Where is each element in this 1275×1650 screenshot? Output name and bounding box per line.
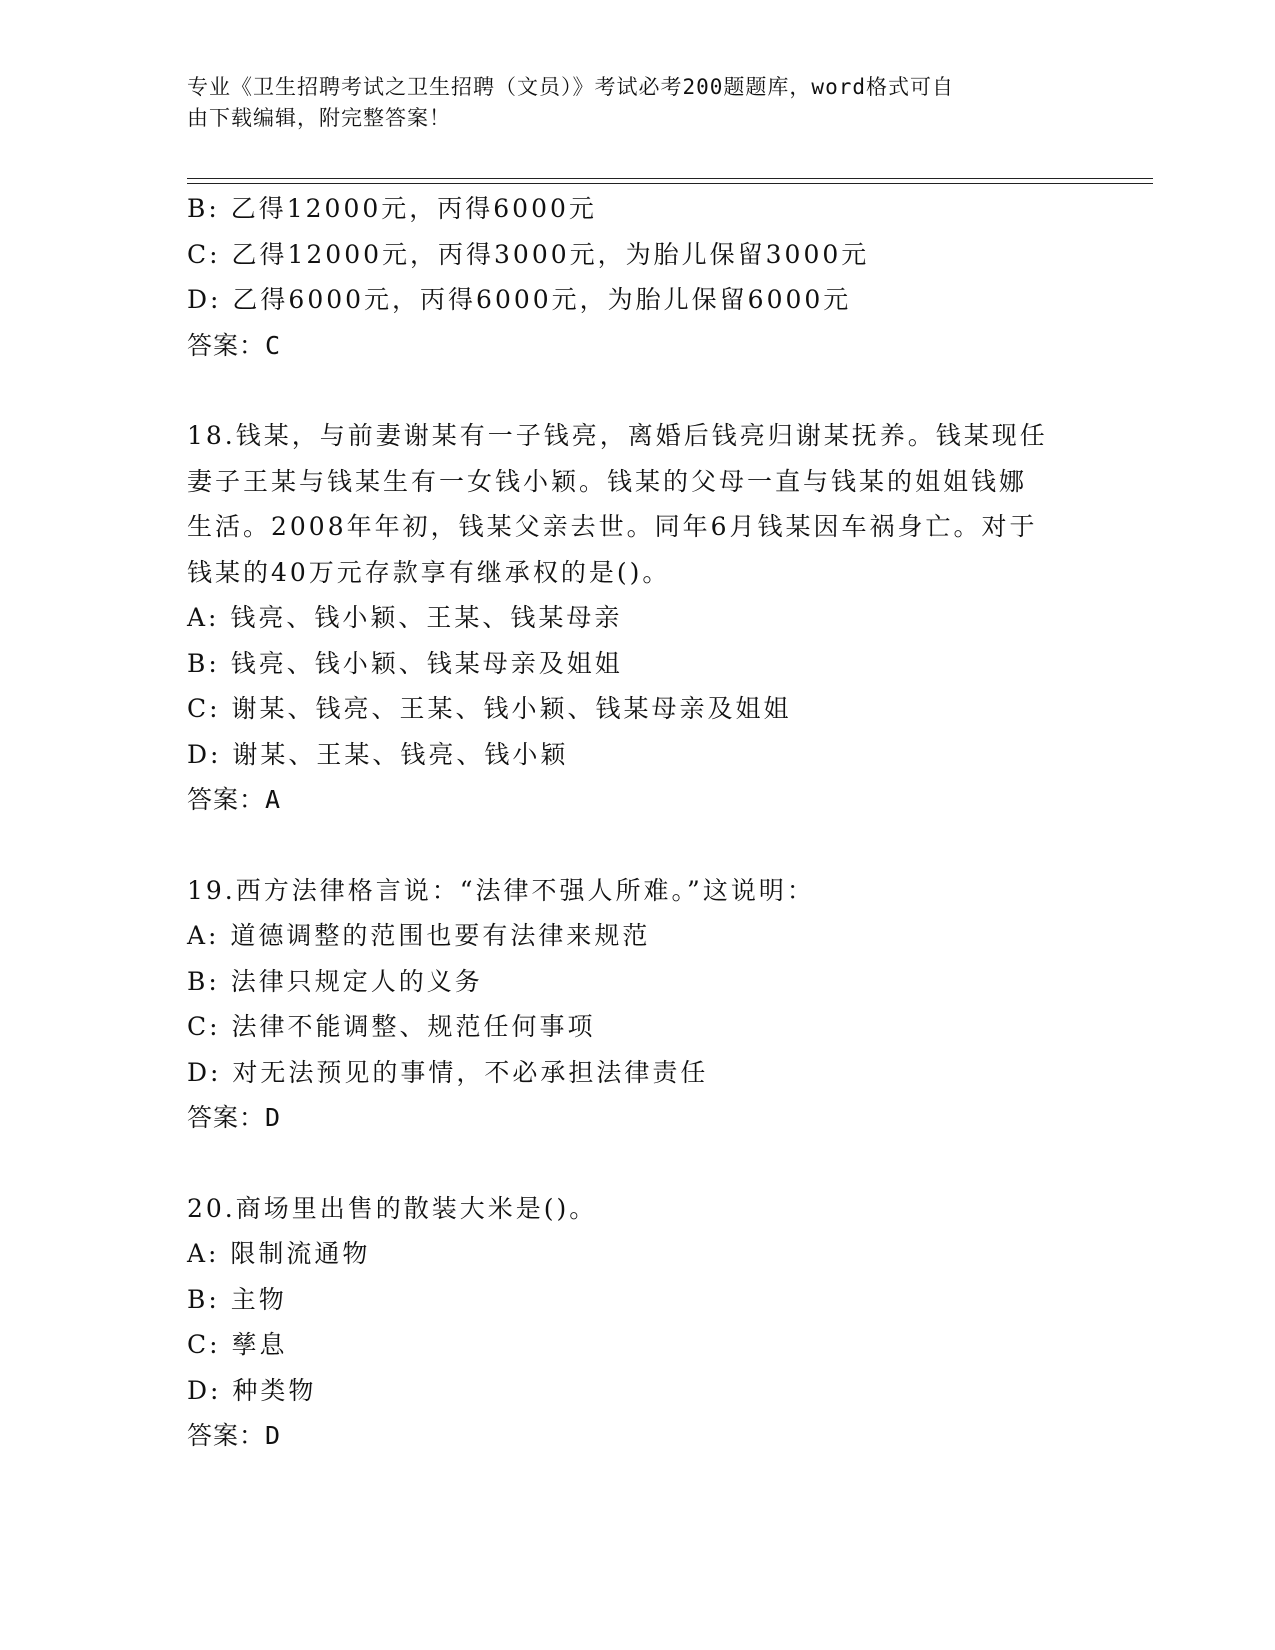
question-stem-line: 18.钱某，与前妻谢某有一子钱亮，离婚后钱亮归谢某抚养。钱某现任 bbox=[187, 421, 1048, 450]
answer-value: C bbox=[265, 330, 282, 360]
answer-value: D bbox=[265, 1421, 282, 1450]
answer-label: 答案： bbox=[187, 1421, 266, 1450]
continued-question bbox=[187, 186, 1087, 368]
answer-line bbox=[187, 777, 1087, 823]
document-body bbox=[187, 186, 1087, 1459]
answer-label: 答案： bbox=[187, 330, 266, 360]
answer-line bbox=[187, 1095, 1087, 1141]
option-c: C: 乙得12000元，丙得3000元，为胎儿保留3000元 bbox=[187, 239, 870, 269]
question-18 bbox=[187, 413, 1087, 823]
question-stem-line: 钱某的40万元存款享有继承权的是()。 bbox=[187, 557, 671, 587]
answer-line bbox=[187, 1413, 1087, 1459]
header-divider-top bbox=[187, 178, 1153, 179]
answer-value: D bbox=[265, 1103, 282, 1132]
header-line-2: 由下载编辑，附完整答案！ bbox=[187, 106, 451, 130]
spacer bbox=[187, 1141, 1087, 1186]
header-divider-bottom bbox=[187, 183, 1153, 184]
answer-label: 答案： bbox=[187, 785, 266, 814]
question-stem-line: 20.商场里出售的散装大米是()。 bbox=[187, 1193, 598, 1223]
answer-value: A bbox=[265, 785, 282, 814]
option-b: B: 钱亮、钱小颖、钱某母亲及姐姐 bbox=[187, 648, 623, 678]
option-c: C: 法律不能调整、规范任何事项 bbox=[187, 1012, 596, 1041]
question-stem-line: 妻子王某与钱某生有一女钱小颖。钱某的父母一直与钱某的姐姐钱娜 bbox=[187, 466, 1028, 496]
option-c: C: 孳息 bbox=[187, 1330, 288, 1359]
answer-label: 答案： bbox=[187, 1103, 266, 1132]
option-b: B: 法律只规定人的义务 bbox=[187, 966, 483, 996]
spacer bbox=[187, 368, 1087, 413]
question-stem-line: 生活。2008年年初，钱某父亲去世。同年6月钱某因车祸身亡。对于 bbox=[187, 512, 1038, 541]
spacer bbox=[187, 823, 1087, 868]
document-header bbox=[187, 72, 1067, 134]
option-a: A: 限制流通物 bbox=[187, 1239, 371, 1268]
option-b: B: 主物 bbox=[187, 1284, 287, 1314]
header-line-1: 专业《卫生招聘考试之卫生招聘（文员）》考试必考200题题库，word格式可自 bbox=[187, 75, 954, 99]
question-19 bbox=[187, 868, 1087, 1141]
question-20 bbox=[187, 1186, 1087, 1459]
option-c: C: 谢某、钱亮、王某、钱小颖、钱某母亲及姐姐 bbox=[187, 694, 792, 723]
option-d: D: 乙得6000元，丙得6000元，为胎儿保留6000元 bbox=[187, 285, 852, 314]
question-stem-line: 19.西方法律格言说：“法律不强人所难。”这说明： bbox=[187, 875, 815, 905]
option-a: A: 道德调整的范围也要有法律来规范 bbox=[187, 921, 651, 950]
option-a: A: 钱亮、钱小颖、王某、钱某母亲 bbox=[187, 603, 623, 632]
option-b: B: 乙得12000元，丙得6000元 bbox=[187, 194, 597, 223]
option-d: D: 种类物 bbox=[187, 1375, 317, 1405]
answer-line bbox=[187, 323, 1087, 369]
option-d: D: 对无法预见的事情，不必承担法律责任 bbox=[187, 1057, 709, 1087]
option-d: D: 谢某、王某、钱亮、钱小颖 bbox=[187, 739, 569, 769]
